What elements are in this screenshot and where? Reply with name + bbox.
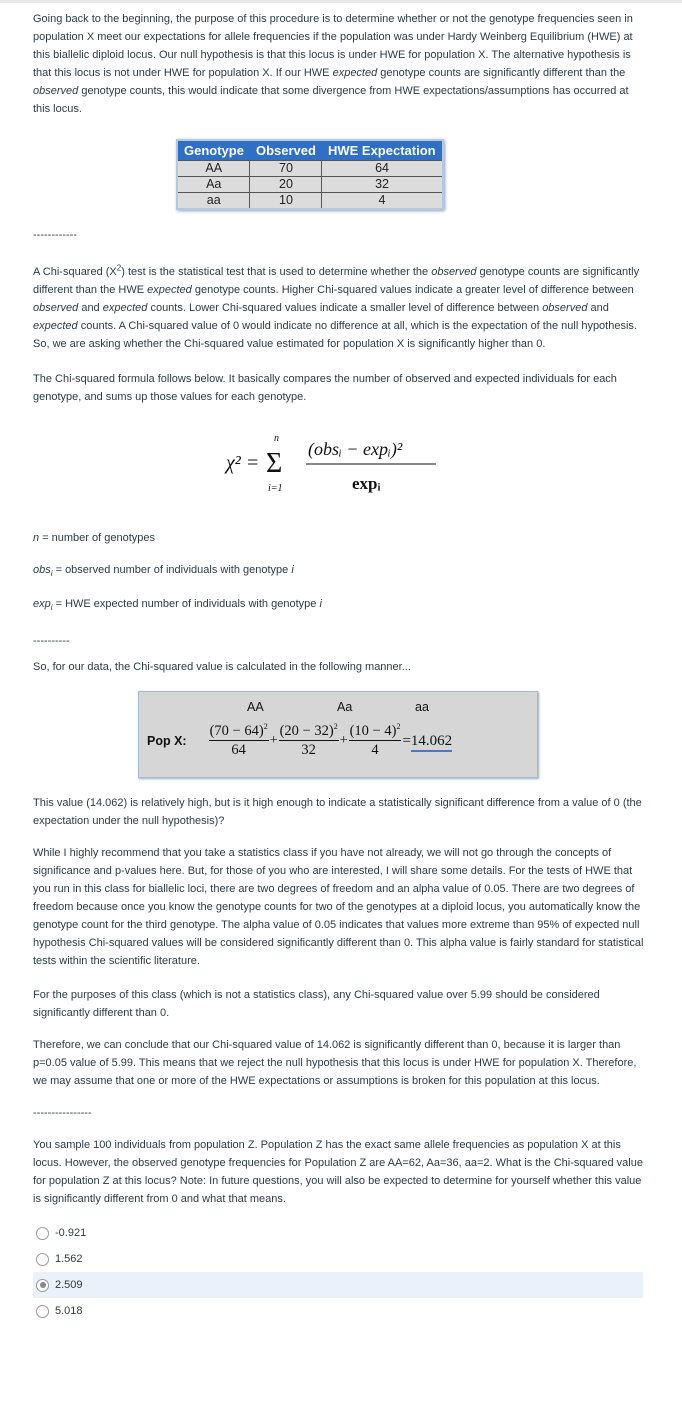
subscript: i [50,603,53,613]
table-row [177,161,443,177]
text: Going back to the beginning, the purpose of this procedure is to determine whether or not the genotype frequencies seen in population X meet our expectations for allele frequencies if the population was under Hardy Weinberg Equilibrium (HWE) at this biallelic diploid locus. Our null hypothesis is that this locus is under HWE for population X. The alternative hypothesis is that this locus is not under HWE for population X. If our HWE [33,13,633,79]
emphasis: expected [332,67,378,79]
cell: 4 [322,193,443,210]
emphasis: expected [33,320,78,332]
exponent: 2 [396,722,401,732]
term: i [319,598,322,610]
text: A Chi-squared (X [33,266,117,278]
table-row [177,193,443,210]
stats-paragraph: While I highly recommend that you take a statistics class if you have not already, we will not go through the concepts of significance and p-values here. But, for those of you who are interested, I will share some details. For the tests of HWE that you run in this class for biallelic loci, there are two degrees of freedom and an alpha value of 0.05. There are two degrees of freedom because once you know the genotype counts for two of the genotypes at a diploid locus, you automatically know the genotype count for the third genotype. The alpha value of 0.05 indicates that values more extreme than 95% of expected null hypothesis Chi-squared values will be considered significantly different than 0. This alpha value is fairly standard for statistical tests within the scientific literature. [33,847,644,967]
emphasis: observed [542,302,588,314]
option-label: 2.509 [55,1279,83,1291]
answer-option[interactable] [33,1220,643,1246]
definition-n [33,529,645,547]
calc-intro: So, for our data, the Chi-squared value is calculated in the following manner... [33,661,411,673]
pop-label: Pop X: [147,733,187,748]
denominator: 32 [301,742,316,758]
relative-paragraph: This value (14.062) is relatively high, but is it high enough to indicate a statistically significant difference from a value of 0 (the expectation under the null hypothesis)? [33,797,642,827]
equals-sign: = [402,732,411,749]
formula-intro: The Chi-squared formula follows below. It basically compares the number of observed and expected individuals for each genotype, and sums up those values for each genotype. [33,373,617,403]
table-header-row [177,140,443,161]
answer-option[interactable] [33,1298,643,1324]
radio-button[interactable] [36,1253,49,1266]
chi-squared-formula [222,417,440,503]
definition-exp [33,595,645,613]
header-observed: Observed [250,140,322,161]
formula-numerator: (obsᵢ − expᵢ)² [308,439,403,459]
header-hwe: HWE Expectation [322,140,443,161]
cell: 10 [250,193,322,210]
chi-intro-paragraph [33,263,645,353]
emphasis: observed [33,85,79,97]
numerator: (10 − 4) [349,723,397,739]
plus-sign: + [339,732,348,748]
definition-obs [33,561,645,579]
plus-sign: + [269,732,278,748]
text: genotype counts are significantly different than the HWE [33,266,640,296]
header-Aa: Aa [337,700,353,714]
option-label: 5.018 [55,1305,83,1317]
denominator: 4 [371,742,379,758]
text: = number of genotypes [39,532,156,544]
emphasis: observed [431,266,477,278]
cell: aa [177,193,250,210]
intro-paragraph [33,10,645,118]
genotype-table [176,139,444,210]
therefore-paragraph: Therefore, we can conclude that our Chi-squared value of 14.062 is significantly different than 0, because it is larger than p=0.05 value of 5.99. This means that we reject the null hypothesis that this locus is under HWE for population X. Therefore, we may assume that one or more of the HWE expectations or assumptions is broken for this population at this locus. [33,1039,637,1087]
text: genotype counts. Higher Chi-squared values indicate a greater level of difference between [191,284,634,296]
text: = observed number of individuals with genotype [52,564,292,576]
sigma-symbol: Σ [266,448,283,479]
question-text: You sample 100 individuals from population Z. Population Z has the exact same allele frequencies as population X at this locus. However, the observed genotype frequencies for Population Z are AA=62, Aa=36, aa=2. What is the Chi-squared value for population Z at this locus? Note: In future questions, you will also be expected to determine for yourself whether this value is significantly different from 0 and what that means. [33,1139,643,1205]
text: and [78,302,103,314]
text: genotype counts are significantly different than the [377,67,626,79]
cell: Aa [177,177,250,193]
emphasis: expected [102,302,148,314]
formula-upper: n [274,433,279,444]
emphasis: expected [147,284,192,296]
denominator: 64 [231,742,246,758]
numerator: (20 − 32) [279,723,334,739]
cell: 70 [250,161,322,177]
term: i [291,564,294,576]
radio-dot [40,1282,46,1288]
superscript: 2 [116,263,122,273]
text: ) test is the statistical test that is used to determine whether the [121,266,432,278]
fraction-Aa [279,722,339,759]
header-genotype: Genotype [177,140,250,161]
term: n [33,532,40,544]
cell: 20 [250,177,322,193]
answer-options [33,1220,645,1324]
text: and [587,302,609,314]
exponent: 2 [333,722,338,732]
cell: AA [177,161,250,177]
divider: ------------ [33,229,77,241]
text: = HWE expected number of individuals with genotype [52,598,320,610]
term: obs [33,564,51,576]
result [402,732,452,750]
divider: ---------- [33,635,70,647]
calculation-row [147,722,533,759]
calculation-box [138,691,538,778]
top-divider [0,0,682,3]
text: genotype counts, this would indicate that some divergence from HWE expectations/assumptions has occurred at this locus. [33,85,629,115]
answer-option[interactable] [33,1246,643,1272]
header-aa: aa [415,700,429,714]
radio-button[interactable] [36,1305,49,1318]
text: counts. A Chi-squared value of 0 would indicate no difference at all, which is the expectation of the null hypothesis. So, we are asking whether the Chi-squared value estimated for population X is significantly higher than 0. [33,320,637,350]
radio-button[interactable] [36,1227,49,1240]
formula-lower: i=1 [268,483,283,494]
subscript: i [50,569,53,579]
term: exp [33,598,51,610]
option-label: 1.562 [55,1253,83,1265]
divider: ---------------- [33,1107,92,1119]
cell: 32 [322,177,443,193]
numerator: (70 − 64) [209,723,264,739]
answer-option-selected[interactable] [33,1272,643,1298]
option-label: -0.921 [55,1227,87,1239]
cell: 64 [322,161,443,177]
purposes-paragraph: For the purposes of this class (which is not a statistics class), any Chi-squared value over 5.99 should be considered significantly different than 0. [33,989,600,1019]
result-value: 14.062 [411,733,452,752]
fraction-aa [349,722,402,759]
formula-denominator: expᵢ [352,474,381,493]
radio-button-checked[interactable] [36,1279,49,1292]
formula-lhs: χ² = [226,452,260,474]
exponent: 2 [263,722,268,732]
emphasis: observed [33,302,79,314]
fraction-AA [209,722,269,759]
text: counts. Lower Chi-squared values indicate a smaller level of difference between [147,302,543,314]
table-row [177,177,443,193]
header-AA: AA [247,700,264,714]
